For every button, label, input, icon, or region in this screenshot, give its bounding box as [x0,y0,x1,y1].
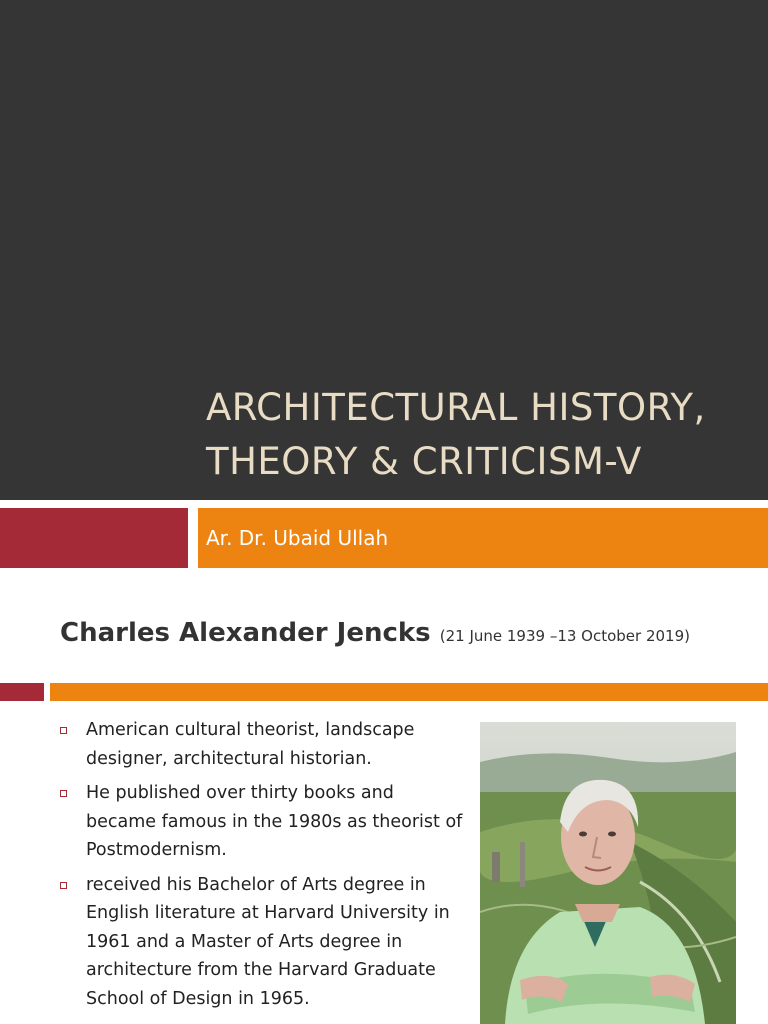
bullet-text: American cultural theorist, landscape designer, architectural historian. [86,720,415,769]
portrait-photo [480,722,736,1024]
slide-subtitle: Ar. Dr. Ubaid Ullah [206,526,389,550]
square-bullet-icon [60,882,67,889]
bullet-list [58,716,468,1019]
square-bullet-icon [60,790,67,797]
bullet-item [58,716,468,773]
content-slide [0,568,768,1024]
orange-divider [50,683,768,701]
slide-title: ARCHITECTURAL HISTORY, THEORY & CRITICISM-V [206,386,706,483]
bullet-item [58,779,468,865]
square-bullet-icon [60,727,67,734]
bullet-item [58,871,468,1014]
portrait-illustration [480,722,736,1024]
red-divider [0,683,44,701]
title-panel [0,0,768,500]
heading-dates: (21 June 1939 –13 October 2019) [439,627,690,645]
heading-name: Charles Alexander Jencks [60,618,431,648]
slide-heading [60,618,690,648]
bullet-text: He published over thirty books and became famous in the 1980s as theorist of Postmodernism. [86,783,463,860]
bullet-text: received his Bachelor of Arts degree in English literature at Harvard University in 1961 and a Master of Arts degree in architecture from the Harvard Graduate School of Design in 1965. [86,874,450,1009]
red-accent-block [0,508,188,568]
